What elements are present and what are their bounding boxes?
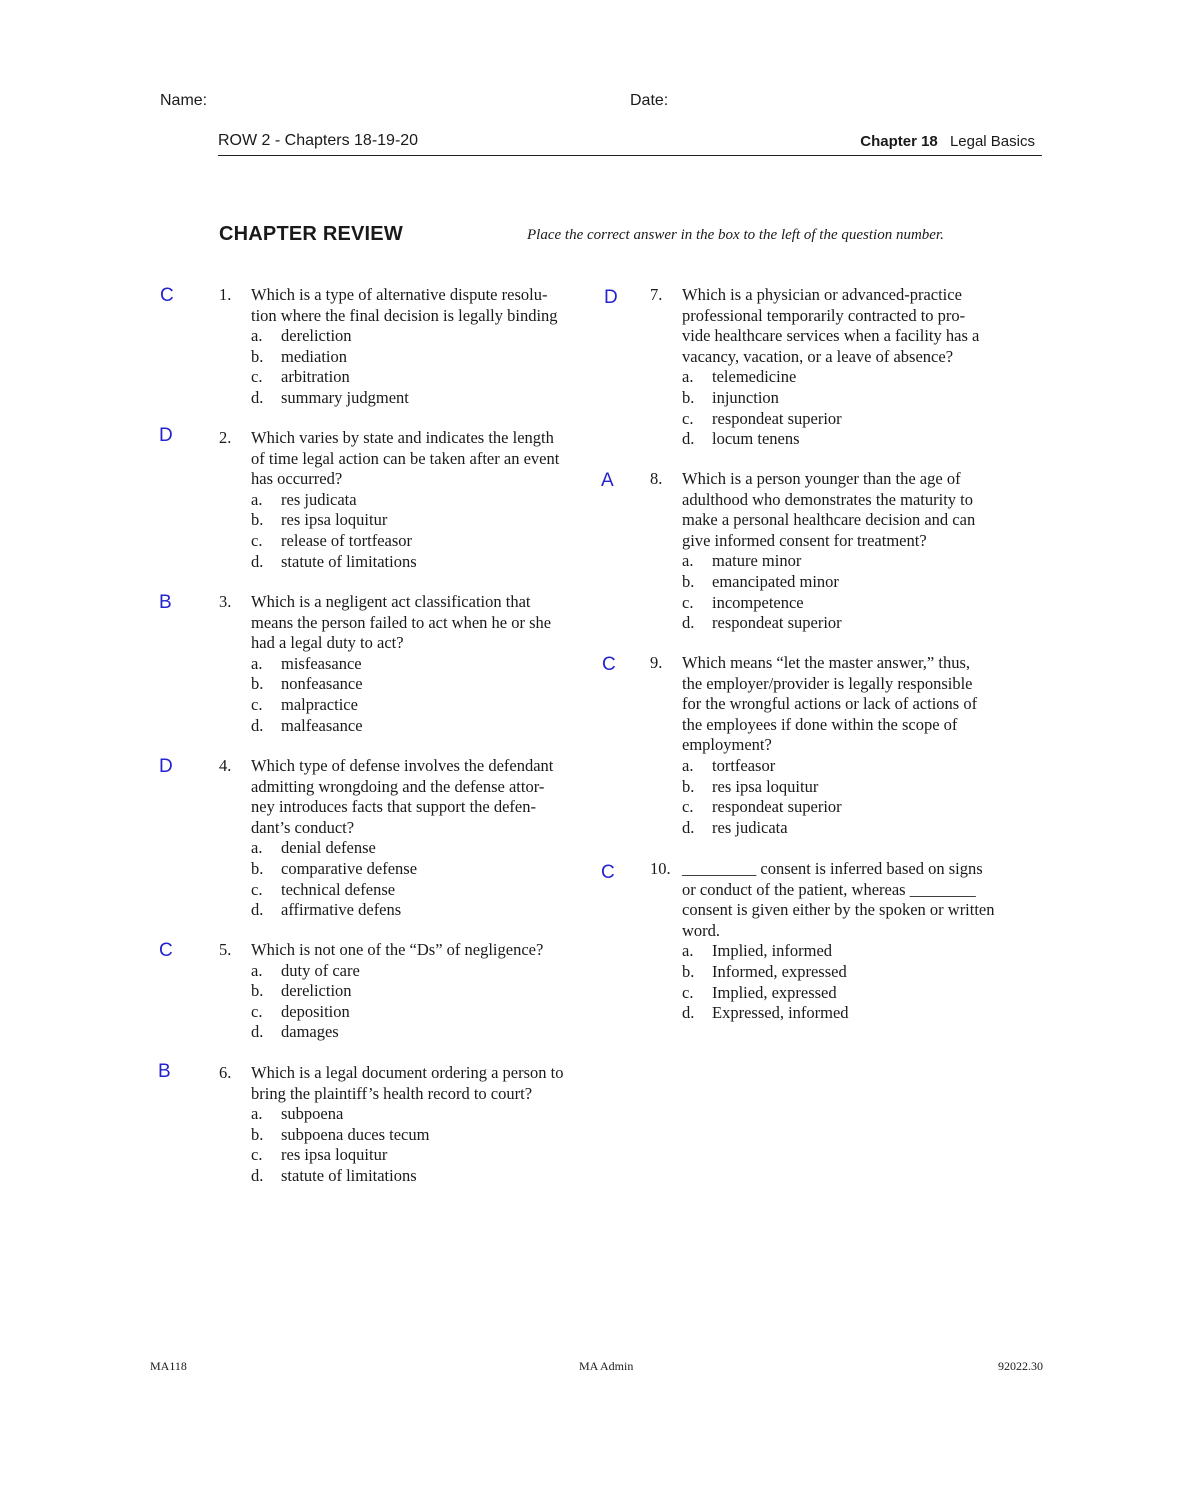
answer-option [251, 880, 553, 901]
question-stem-line: employment? [682, 735, 772, 755]
question-stem-line: the employer/provider is legally responsible [682, 673, 973, 693]
question-stem-line: consent is given either by the spoken or written [682, 900, 995, 920]
question-stem-line: of time legal action can be taken after an event [251, 448, 560, 468]
answer-4: D [159, 756, 173, 777]
answer-option [251, 531, 559, 552]
answer-option [682, 551, 975, 572]
date-label: Date: [630, 92, 669, 109]
answer-option [682, 777, 977, 798]
option-letter: d. [251, 551, 264, 571]
option-text: Informed, expressed [712, 961, 847, 981]
option-text: respondeat superior [712, 613, 842, 633]
option-letter: d. [682, 429, 695, 449]
question-number: 10. [650, 859, 671, 878]
review-title: CHAPTER REVIEW [219, 223, 403, 245]
answer-option [682, 388, 979, 409]
option-text: incompetence [712, 592, 804, 612]
answer-option [682, 941, 995, 962]
option-letter: b. [682, 571, 695, 591]
option-text: Implied, informed [712, 941, 833, 961]
question-number: 6. [219, 1063, 232, 1082]
question-7 [650, 285, 979, 450]
option-text: subpoena [281, 1104, 344, 1124]
option-letter: c. [251, 879, 263, 899]
question-stem-line: has occurred? [251, 469, 343, 489]
question-stem-line: Which is a legal document ordering a person to [251, 1063, 564, 1082]
question-stem-line: give informed consent for treatment? [682, 530, 927, 550]
question-stem-line: admitting wrongdoing and the defense attor- [251, 776, 545, 796]
answer-option [251, 510, 559, 531]
question-stem-line: ney introduces facts that support the defen- [251, 797, 536, 817]
option-letter: b. [682, 776, 695, 796]
question-2 [219, 428, 559, 572]
option-letter: c. [251, 694, 263, 714]
question-stem-line: means the person failed to act when he or she [251, 612, 552, 632]
option-letter: c. [251, 367, 263, 387]
question-stem-line: Which means “let the master answer,” thus, [682, 653, 970, 672]
question-stem-line: adulthood who demonstrates the maturity to [682, 489, 973, 509]
option-text: statute of limitations [281, 551, 417, 571]
option-text: Implied, expressed [712, 982, 837, 1002]
question-9 [650, 653, 977, 838]
answer-option [251, 961, 543, 982]
question-stem-line: Which is a person younger than the age of [682, 469, 961, 488]
question-stem-line: vide healthcare services when a facility has a [682, 326, 980, 346]
option-text: respondeat superior [712, 797, 842, 817]
question-stem-line: for the wrongful actions or lack of actions of [682, 694, 978, 714]
option-text: dereliction [281, 981, 352, 1001]
question-stem-line: dant’s conduct? [251, 817, 355, 837]
option-text: release of tortfeasor [281, 530, 413, 550]
question-number: 1. [219, 285, 232, 304]
option-text: res judicata [281, 489, 357, 509]
option-letter: d. [682, 817, 695, 837]
option-letter: b. [251, 510, 264, 530]
answer-option [251, 552, 559, 573]
answer-option [251, 900, 553, 921]
answer-option [682, 593, 975, 614]
option-text: emancipated minor [712, 571, 839, 591]
option-letter: d. [251, 900, 264, 920]
option-letter: c. [682, 592, 694, 612]
question-10 [650, 859, 995, 1024]
question-stem-line: bring the plaintiff’s health record to court? [251, 1083, 533, 1103]
answer-10: C [601, 862, 615, 883]
option-letter: b. [251, 674, 264, 694]
question-stem-line: Which is a type of alternative dispute resolu- [251, 285, 548, 304]
option-text: comparative defense [281, 858, 418, 878]
answer-option [251, 490, 559, 511]
question-stem-line: or conduct of the patient, whereas ________ [682, 879, 976, 899]
answer-option [251, 1125, 564, 1146]
answer-option [251, 695, 551, 716]
answer-option [251, 859, 553, 880]
answer-3: B [159, 592, 172, 613]
option-text: summary judgment [281, 387, 409, 407]
question-5 [219, 940, 543, 1043]
option-text: mediation [281, 346, 347, 366]
question-4 [219, 756, 553, 921]
question-number: 8. [650, 469, 663, 488]
header-rule [218, 155, 1042, 156]
chapter-topic: Legal Basics [949, 133, 1035, 150]
answer-option [682, 983, 995, 1004]
question-stem-line: Which is not one of the “Ds” of negligence? [251, 940, 544, 959]
option-text: duty of care [281, 960, 360, 980]
option-text: technical defense [281, 879, 396, 899]
option-letter: a. [251, 1104, 263, 1124]
option-text: res ipsa loquitur [712, 776, 819, 796]
question-stem-line: word. [682, 920, 721, 940]
answer-option [251, 1166, 564, 1187]
answer-option [251, 674, 551, 695]
answer-option [251, 654, 551, 675]
option-text: malpractice [281, 694, 358, 714]
footer-course-code: MA118 [150, 1359, 187, 1373]
option-letter: a. [682, 551, 694, 571]
question-number: 5. [219, 940, 232, 959]
answer-option [251, 716, 551, 737]
answer-option [251, 838, 553, 859]
option-letter: d. [682, 613, 695, 633]
question-stem-line: vacancy, vacation, or a leave of absence? [682, 346, 954, 366]
question-stem-line: the employees if done within the scope of [682, 714, 958, 734]
option-text: nonfeasance [281, 674, 363, 694]
answer-5: C [159, 940, 173, 961]
option-text: arbitration [281, 367, 350, 387]
option-text: affirmative defens [281, 900, 402, 920]
answer-option [251, 1022, 543, 1043]
question-number: 9. [650, 653, 663, 672]
option-letter: b. [251, 346, 264, 366]
option-letter: b. [251, 1124, 264, 1144]
option-text: telemedicine [712, 367, 797, 387]
question-number: 4. [219, 756, 232, 775]
footer-course-name: MA Admin [579, 1359, 634, 1373]
chapter-heading [860, 133, 1035, 150]
option-text: res ipsa loquitur [281, 1145, 388, 1165]
option-letter: b. [251, 981, 264, 1001]
option-letter: a. [251, 960, 263, 980]
option-letter: d. [251, 1165, 264, 1185]
question-number: 7. [650, 285, 663, 304]
answer-option [682, 756, 977, 777]
answer-option [682, 367, 979, 388]
option-letter: a. [251, 489, 263, 509]
question-stem-line: professional temporarily contracted to pro- [682, 305, 966, 325]
question-number: 2. [219, 428, 232, 447]
option-text: injunction [712, 387, 779, 407]
option-letter: a. [682, 367, 694, 387]
answer-option [682, 613, 975, 634]
option-text: statute of limitations [281, 1165, 417, 1185]
question-stem-line: had a legal duty to act? [251, 633, 404, 653]
question-1 [219, 285, 558, 409]
answer-option [251, 347, 558, 368]
question-3 [219, 592, 551, 736]
chapter-label: Chapter 18 [860, 133, 938, 150]
footer-page-code: 92022.30 [998, 1359, 1043, 1373]
answer-option [682, 429, 979, 450]
option-text: subpoena duces tecum [281, 1124, 430, 1144]
option-text: locum tenens [712, 429, 800, 449]
answer-7: D [604, 287, 618, 308]
option-text: dereliction [281, 326, 352, 346]
answer-option [251, 981, 543, 1002]
option-text: damages [281, 1022, 339, 1042]
option-text: res judicata [712, 817, 788, 837]
question-stem-line: Which varies by state and indicates the length [251, 428, 554, 447]
answer-option [682, 797, 977, 818]
answer-option [251, 1104, 564, 1125]
option-text: respondeat superior [712, 408, 842, 428]
answer-option [682, 818, 977, 839]
answer-1: C [160, 285, 174, 306]
answer-2: D [159, 425, 173, 446]
option-letter: a. [682, 941, 694, 961]
answer-option [682, 572, 975, 593]
option-letter: c. [251, 1145, 263, 1165]
option-text: res ipsa loquitur [281, 510, 388, 530]
answer-6: B [158, 1061, 171, 1082]
option-letter: a. [251, 326, 263, 346]
option-text: malfeasance [281, 715, 363, 735]
answer-option [251, 1002, 543, 1023]
question-6 [219, 1063, 564, 1187]
option-letter: d. [251, 715, 264, 735]
option-letter: c. [682, 982, 694, 1002]
answer-option [251, 388, 558, 409]
option-letter: d. [682, 1003, 695, 1023]
option-letter: b. [251, 858, 264, 878]
question-stem-line: _________ consent is inferred based on signs [682, 859, 983, 878]
question-stem-line: Which is a physician or advanced-practice [682, 285, 962, 304]
answer-option [251, 1145, 564, 1166]
answer-option [682, 1003, 995, 1024]
course-title: ROW 2 - Chapters 18-19-20 [218, 132, 419, 149]
option-letter: a. [251, 653, 263, 673]
option-letter: c. [682, 797, 694, 817]
option-letter: d. [251, 1022, 264, 1042]
question-8 [650, 469, 975, 634]
option-letter: c. [251, 530, 263, 550]
answer-option [682, 409, 979, 430]
option-text: misfeasance [281, 653, 362, 673]
question-stem-line: make a personal healthcare decision and can [682, 510, 976, 530]
question-stem-line: Which type of defense involves the defendant [251, 756, 554, 775]
option-letter: b. [682, 387, 695, 407]
option-text: mature minor [712, 551, 802, 571]
answer-9: C [602, 654, 616, 675]
option-letter: a. [251, 838, 263, 858]
question-stem-line: tion where the final decision is legally binding [251, 305, 558, 325]
answer-option [682, 962, 995, 983]
option-text: deposition [281, 1001, 350, 1021]
name-label: Name: [160, 92, 208, 109]
option-text: tortfeasor [712, 755, 776, 775]
review-instruction: Place the correct answer in the box to the left of the question number. [527, 227, 944, 243]
answer-option [251, 367, 558, 388]
option-letter: c. [682, 408, 694, 428]
answer-8: A [601, 470, 614, 491]
option-letter: c. [251, 1001, 263, 1021]
option-letter: a. [682, 755, 694, 775]
option-letter: d. [251, 387, 264, 407]
question-number: 3. [219, 592, 232, 611]
question-stem-line: Which is a negligent act classification that [251, 592, 531, 611]
option-letter: b. [682, 961, 695, 981]
option-text: denial defense [281, 838, 376, 858]
answer-option [251, 326, 558, 347]
option-text: Expressed, informed [712, 1003, 849, 1023]
